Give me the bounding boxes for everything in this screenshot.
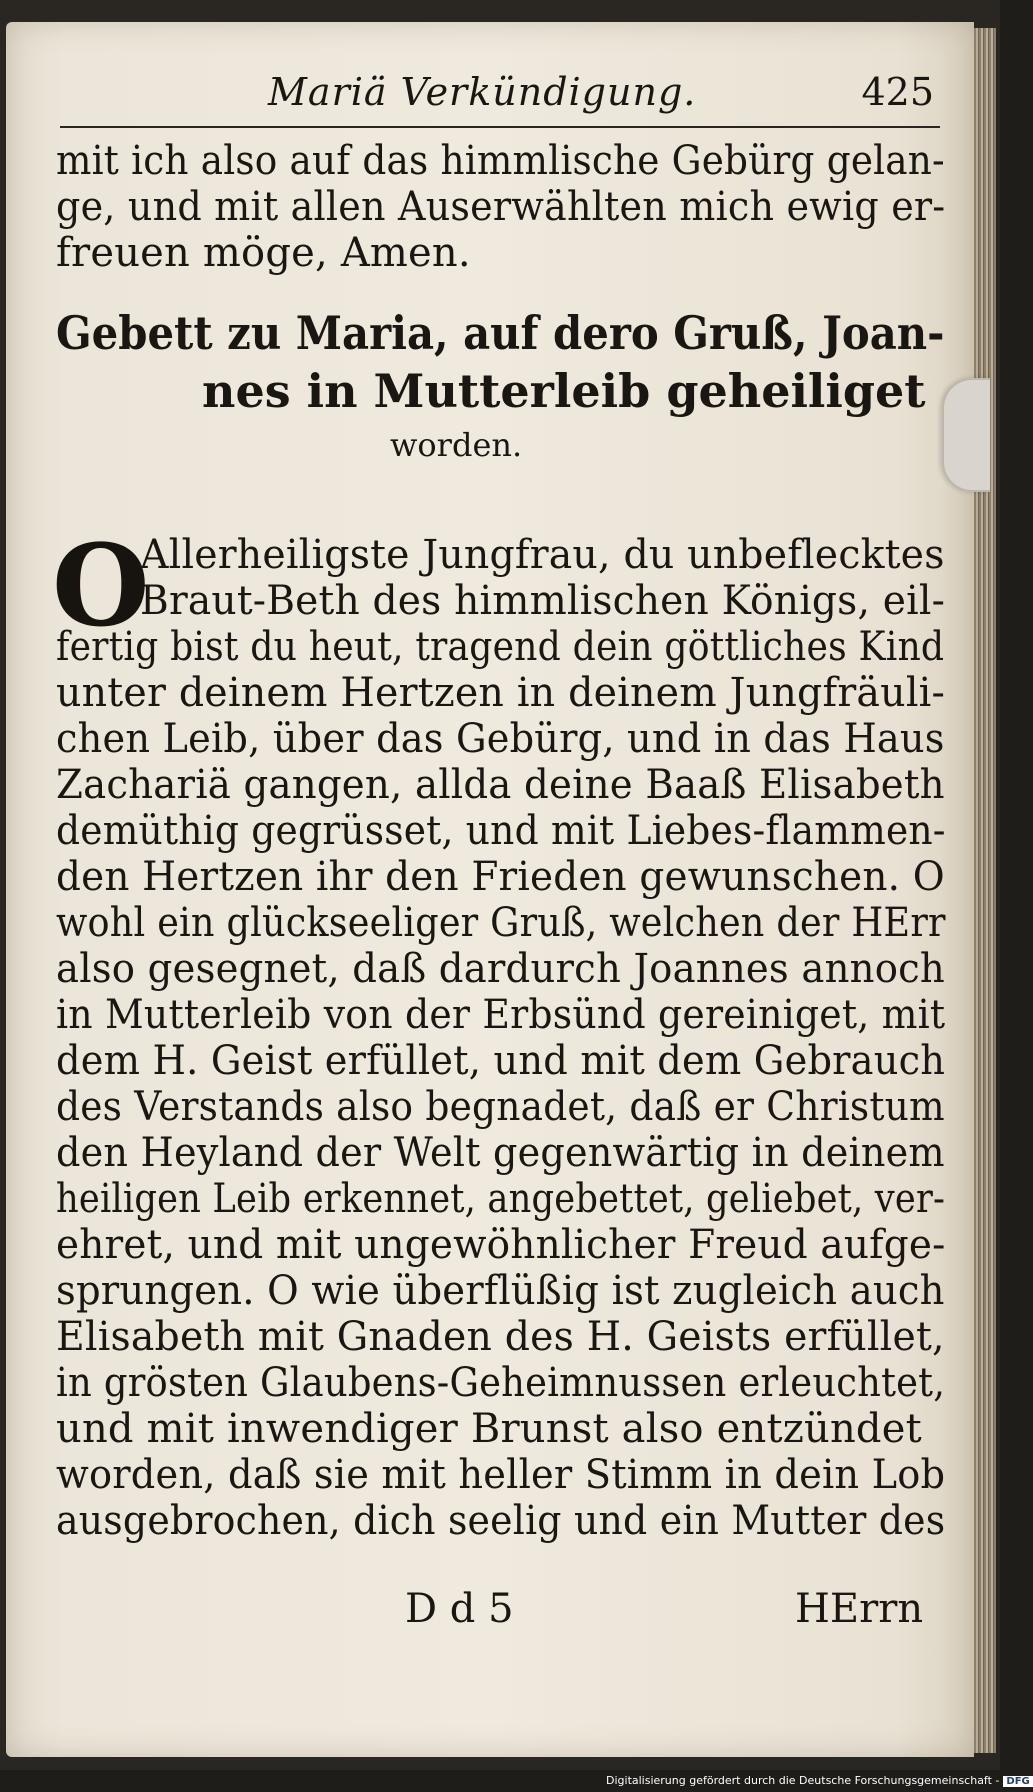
credit-text: Digitalisierung gefördert durch die Deutsche Forschungsgemeinschaft - (606, 1774, 1000, 1787)
heading-line-3: worden. (390, 426, 523, 464)
text-line: ausgebrochen, dich seelig und ein Mutter des (56, 1498, 946, 1544)
text-line: des Verstands also begnadet, daß er Christum (56, 1084, 945, 1130)
page-edges (974, 28, 996, 1753)
text-line: also gesegnet, daß dardurch Joannes annoch (56, 946, 945, 992)
text-line: sprungen. O wie überflüßig ist zugleich auch (56, 1268, 945, 1314)
page-header (58, 70, 938, 118)
text-line: wohl ein glückseeliger Gruß, welchen der HErr (56, 900, 946, 946)
text-line: ge, und mit allen Auserwählten mich ewig er- (56, 184, 946, 230)
text-line: mit ich also auf das himmlische Gebürg gelan- (56, 138, 945, 184)
heading-line-1: Gebett zu Maria, auf dero Gruß, Joan- (56, 306, 945, 360)
catchword: HErrn (795, 1586, 924, 1632)
text-line: den Hertzen ihr den Frieden gewunschen. O (56, 854, 945, 900)
text-line: Braut-Beth des himmlischen Königs, eil- (140, 578, 946, 624)
text-line: Elisabeth mit Gnaden des H. Geists erfüllet, (56, 1314, 945, 1360)
running-head: Mariä Verkündigung. (268, 70, 697, 114)
page-tab-marker (942, 378, 990, 492)
text-line: unter deinem Hertzen in deinem Jungfräuli- (56, 670, 946, 716)
text-line: worden, daß sie mit heller Stimm in dein Lob (56, 1452, 946, 1498)
text-line: ehret, und mit ungewöhnlicher Freud aufge- (56, 1222, 946, 1268)
drop-cap: O (52, 521, 150, 652)
text-line: Allerheiligste Jungfrau, du unbeflecktes (140, 532, 945, 578)
text-line: fertig bist du heut, tragend dein göttliches Kind (56, 624, 945, 670)
heading-line-2: nes in Mutterleib geheiliget (202, 364, 926, 418)
text-line: den Heyland der Welt gegenwärtig in deinem (56, 1130, 945, 1176)
text-line: dem H. Geist erfüllet, und mit dem Gebrauch (56, 1038, 946, 1084)
text-line: freuen möge, Amen. (56, 230, 471, 276)
text-line: heiligen Leib erkennet, angebettet, geliebet, ver- (56, 1176, 946, 1222)
text-line: in grösten Glaubens-Geheimnussen erleuchtet, (56, 1360, 946, 1406)
digitization-credit (606, 1774, 1033, 1787)
text-line: Zachariä gangen, allda deine Baaß Elisabeth (56, 762, 945, 808)
text-line: chen Leib, über das Gebürg, und in das Haus (56, 716, 945, 762)
dfg-logo: DFG (1003, 1776, 1032, 1787)
text-line: in Mutterleib von der Erbsünd gereiniget, mit (56, 992, 946, 1038)
text-line: demüthig gegrüsset, und mit Liebes-flammen- (56, 808, 946, 854)
text-line: und mit inwendiger Brunst also entzündet (56, 1406, 922, 1452)
signature-mark: D d 5 (405, 1586, 514, 1632)
page-number: 425 (861, 70, 934, 114)
header-rule (60, 126, 940, 128)
